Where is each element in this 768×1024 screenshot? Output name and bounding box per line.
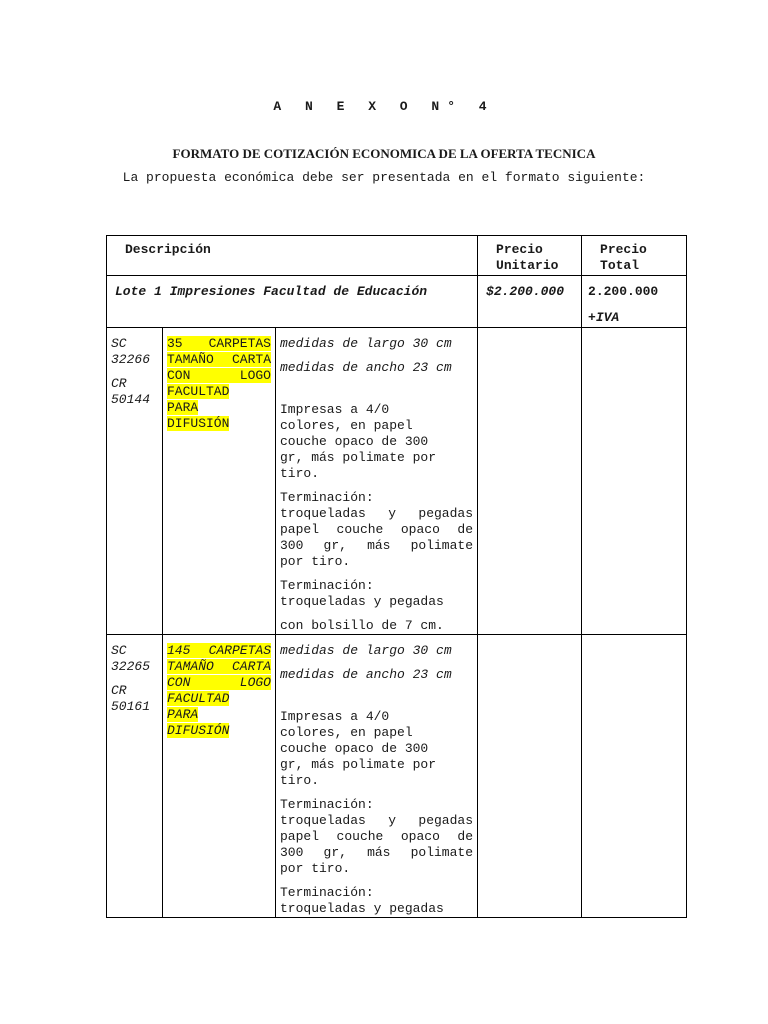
item-total (582, 328, 687, 635)
header-precio-unitario: Precio Unitario (478, 236, 582, 276)
document-subtitle: FORMATO DE COTIZACIÓN ECONOMICA DE LA OFERTA TECNICA (172, 146, 596, 161)
item-unit-price (478, 328, 582, 635)
lote-row (107, 276, 687, 328)
item-specs: medidas de largo 30 cm medidas de ancho 23 cm Impresas a 4/0 colores, en papel couche opaco de 300 gr, más polimate por tiro. Terminación: troqueladas y pegadas papel couche opaco de 300 gr, más polimate por tiro. Terminación: troqueladas y pegadas con bolsillo de 7 cm. (276, 328, 478, 635)
lote-label: Lote 1 Impresiones Facultad de Educación (107, 276, 478, 328)
header-precio-total: Precio Total (582, 236, 687, 276)
table-row (107, 328, 687, 635)
item-product: 145 CARPETAS TAMAÑO CARTA CON LOGO FACULTAD PARA DIFUSIÓN (163, 635, 276, 918)
table-row (107, 635, 687, 918)
quotation-table (106, 235, 687, 918)
lote-total: 2.200.000 +IVA (582, 276, 687, 328)
header-descripcion: Descripción (107, 236, 478, 276)
item-unit-price (478, 635, 582, 918)
header-row (107, 236, 687, 276)
intro-text: La propuesta económica debe ser presentada en el formato siguiente: (122, 170, 646, 185)
item-codes: SC 32265 CR 50161 (107, 635, 163, 918)
item-total (582, 635, 687, 918)
item-specs: medidas de largo 30 cm medidas de ancho 23 cm Impresas a 4/0 colores, en papel couche opaco de 300 gr, más polimate por tiro. Terminación: troqueladas y pegadas papel couche opaco de 300 gr, más polimate por tiro. Terminación: troqueladas y pegadas (276, 635, 478, 918)
item-codes: SC 32266 CR 50144 (107, 328, 163, 635)
annex-title: A N E X O N° 4 (273, 99, 495, 114)
lote-unit-price: $2.200.000 (478, 276, 582, 328)
item-product: 35 CARPETAS TAMAÑO CARTA CON LOGO FACULTAD PARA DIFUSIÓN (163, 328, 276, 635)
